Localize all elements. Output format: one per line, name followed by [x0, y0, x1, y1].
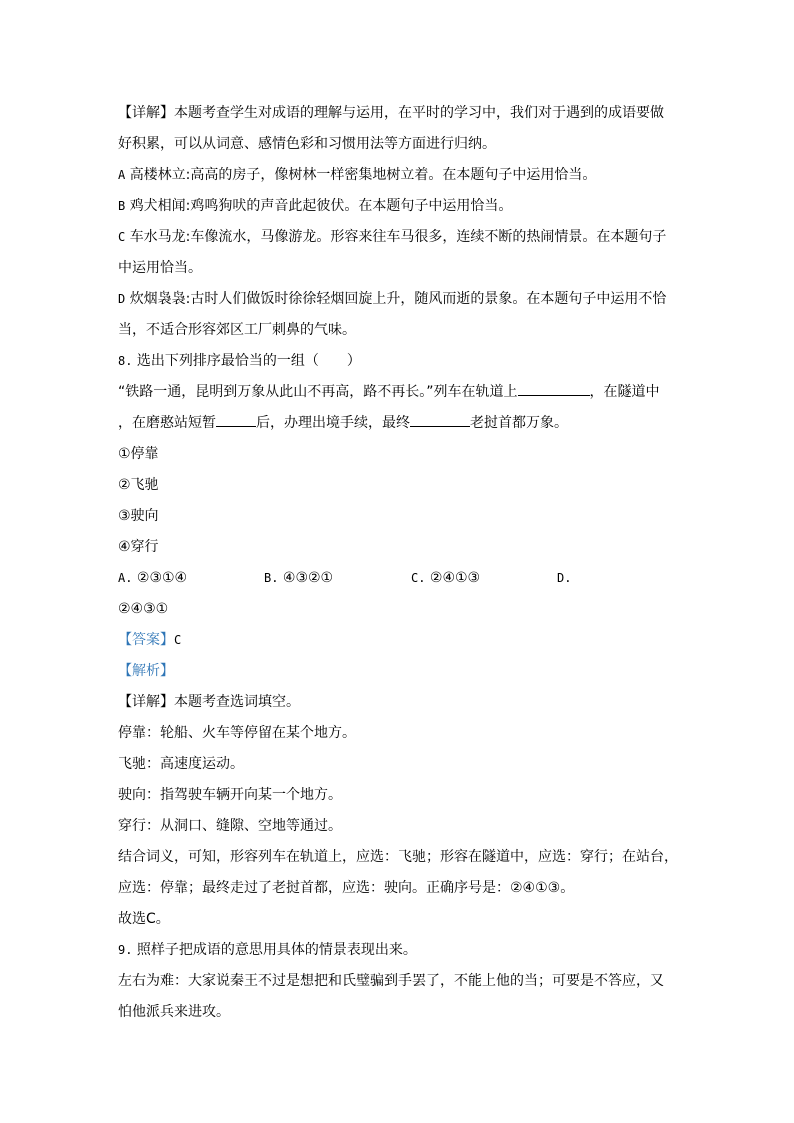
passage-text: “铁路一通，昆明到万象从此山不再高，路不再长。”列车在轨道上 — [118, 384, 518, 400]
item-letter: A — [118, 168, 126, 182]
explanation-item-d — [118, 284, 678, 315]
word-choice-4: ④穿行 — [118, 539, 159, 555]
option-label: A. — [118, 571, 133, 585]
detail-line-2: 好积累，可以从词意、感情色彩和习惯用法等方面进行归纳。 — [118, 136, 496, 152]
document-page — [118, 98, 678, 1028]
item-text: 鸡犬相闻:鸡鸣狗吠的声音此起彼伏。在本题句子中运用恰当。 — [129, 198, 513, 214]
analysis-label: 【解析】 — [118, 663, 174, 679]
passage-text: 后，办理出境手续，最终 — [256, 415, 410, 431]
answer-line — [118, 625, 678, 656]
word-choice-2: ②飞驰 — [118, 477, 159, 493]
passage-text: ，在隧道中 — [589, 384, 660, 400]
detail-intro: 【详解】本题考查选词填空。 — [118, 694, 300, 710]
item-letter: D — [118, 292, 126, 306]
option-a[interactable] — [118, 563, 187, 594]
question-number: 8. — [118, 354, 133, 368]
question-8-passage-line-2 — [118, 408, 678, 439]
explanation-item-a — [118, 160, 678, 191]
conclusion-line-1: 结合词义，可知，形容列车在轨道上，应选：飞驰；形容在隧道中，应选：穿行；在站台， — [118, 849, 678, 865]
explanation-item-c-cont: 中运用恰当。 — [118, 260, 202, 276]
question-8-stem — [118, 346, 678, 377]
definition-2: 飞驰：高速度运动。 — [118, 756, 244, 772]
question-9-example-line-2: 怕他派兵来进攻。 — [118, 1004, 230, 1020]
option-b[interactable] — [264, 563, 333, 594]
item-text: 高楼林立:高高的房子，像树林一样密集地树立着。在本题句子中运用恰当。 — [129, 167, 597, 183]
definition-1: 停靠：轮船、火车等停留在某个地方。 — [118, 725, 356, 741]
item-letter: B — [118, 199, 126, 213]
fill-blank-3 — [410, 412, 470, 427]
question-8-passage-line-1 — [118, 377, 678, 408]
answer-value: C — [174, 633, 182, 647]
explanation-item-d-cont: 当，不适合形容郊区工厂刺鼻的气味。 — [118, 322, 356, 338]
detail-line-1: 【详解】本题考查学生对成语的理解与运用，在平时的学习中，我们对于遇到的成语要做 — [118, 105, 664, 121]
explanation-item-c — [118, 222, 678, 253]
option-d-value: ②④③① — [118, 601, 169, 617]
option-value: ④③②① — [282, 570, 334, 586]
option-d[interactable] — [557, 563, 571, 594]
passage-text: ，在磨憨站短暂 — [118, 415, 216, 431]
question-number: 9. — [118, 943, 133, 957]
fill-blank-2 — [216, 412, 256, 427]
option-label: D. — [557, 571, 572, 585]
definition-4: 穿行：从洞口、缝隙、空地等通过。 — [118, 818, 342, 834]
answer-options — [118, 563, 678, 594]
question-9-example-line-1: 左右为难：大家说秦王不过是想把和氏璧骗到手罢了，不能上他的当；可要是不答应，又 — [118, 973, 664, 989]
item-text: 车水马龙:车像流水，马像游龙。形容来往车马很多，连续不断的热闹情景。在本题句子 — [129, 229, 667, 245]
option-label: C. — [411, 571, 426, 585]
option-label: B. — [264, 571, 279, 585]
item-letter: C — [118, 230, 126, 244]
final-choice: 故选C。 — [118, 911, 170, 927]
question-9-stem — [118, 935, 678, 966]
conclusion-line-2: 应选：停靠；最终走过了老挝首都，应选：驶向。正确序号是：②④①③。 — [118, 880, 575, 896]
option-c[interactable] — [411, 563, 480, 594]
item-text: 炊烟袅袅:古时人们做饭时徐徐轻烟回旋上升，随风而逝的景象。在本题句子中运用不恰 — [129, 291, 667, 307]
explanation-item-b — [118, 191, 678, 222]
question-text: 选出下列排序最恰当的一组（ ） — [136, 353, 361, 369]
option-value: ②③①④ — [136, 570, 188, 586]
question-text: 照样子把成语的意思用具体的情景表现出来。 — [136, 942, 417, 958]
option-value: ②④①③ — [429, 570, 481, 586]
definition-3: 驶向：指驾驶车辆开向某一个地方。 — [118, 787, 342, 803]
fill-blank-1 — [518, 381, 590, 396]
word-choice-3: ③驶向 — [118, 508, 159, 524]
answer-label: 【答案】 — [118, 632, 174, 648]
word-choice-1: ①停靠 — [118, 446, 159, 462]
passage-text: 老挝首都万象。 — [470, 415, 568, 431]
